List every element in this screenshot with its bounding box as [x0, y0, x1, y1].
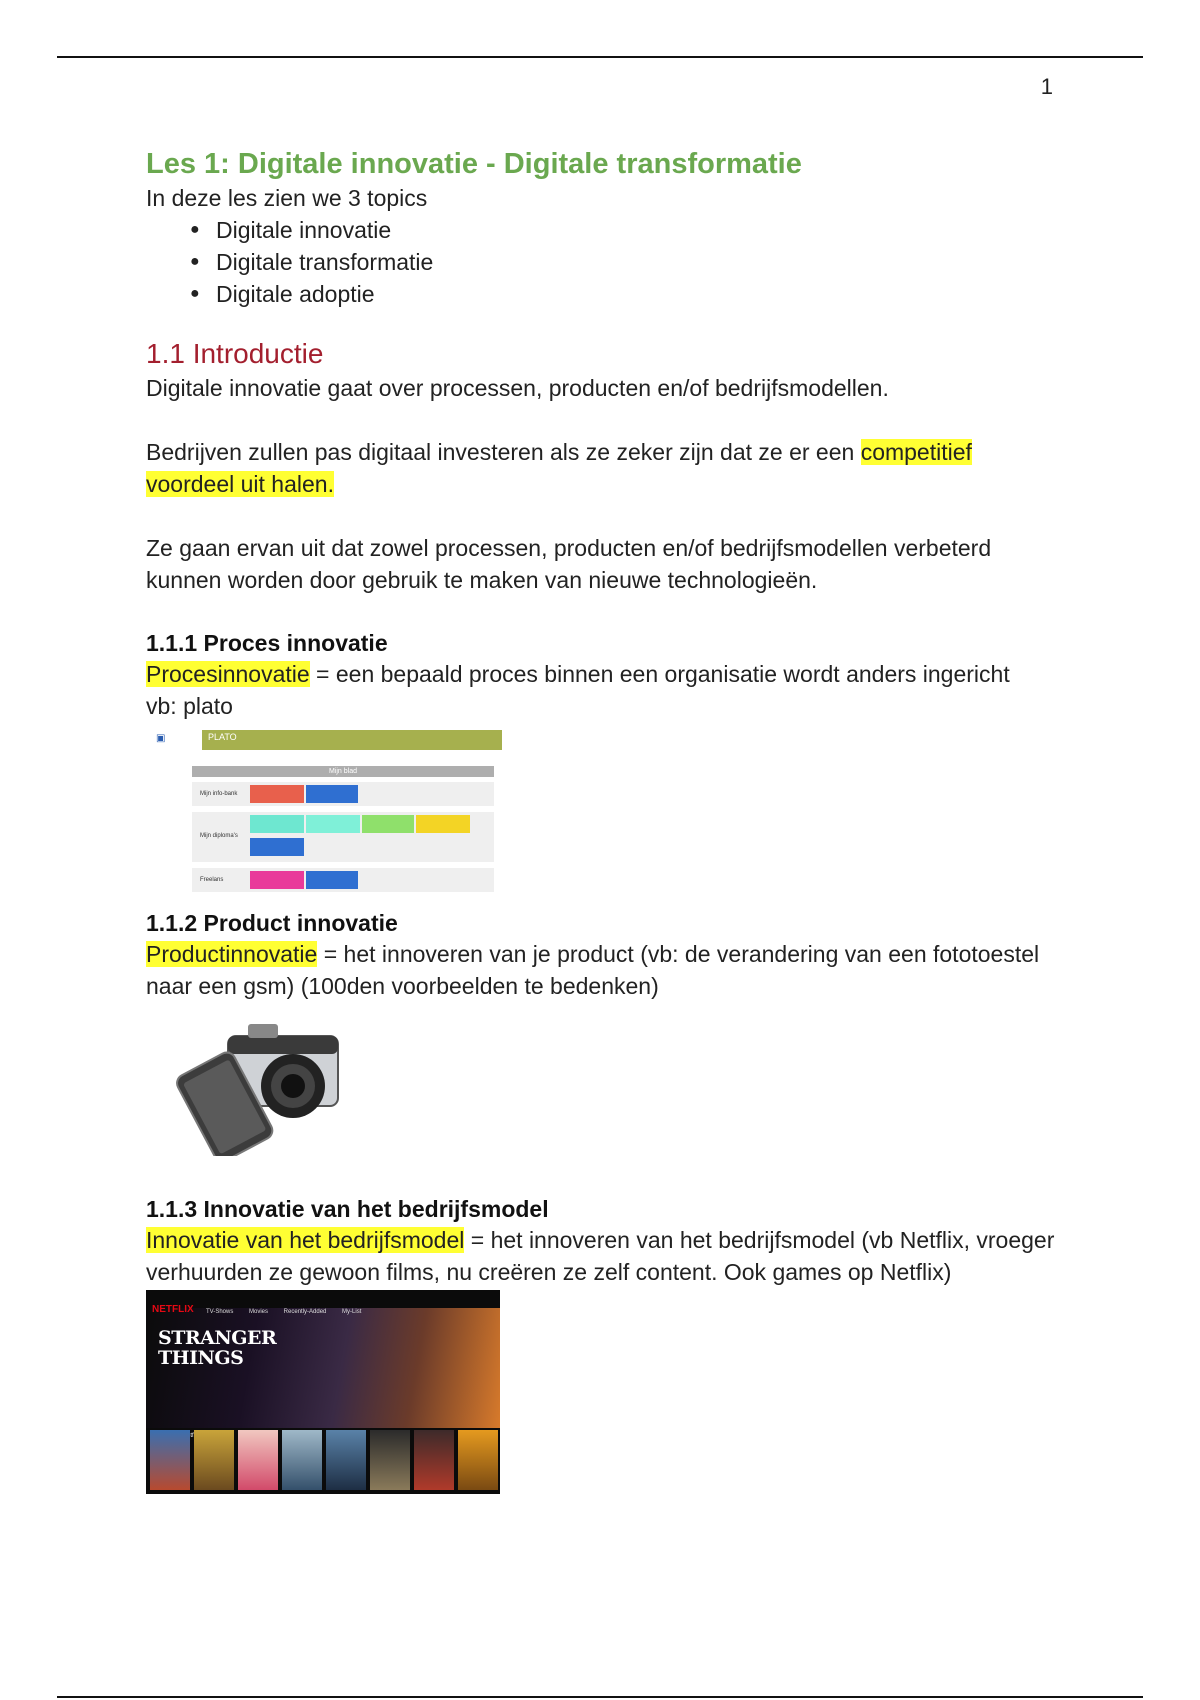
tile [250, 871, 304, 889]
row-title: Netflix [182, 1433, 200, 1439]
tile [250, 785, 304, 803]
paragraph: Innovatie van het bedrijfsmodel = het innoveren van het bedrijfsmodel (vb Netflix, vroeger verhuurden ze gewoon films, nu creëren ze zelf content. Ook games op Netflix) [146, 1227, 1055, 1285]
poster [282, 1430, 322, 1490]
plato-header-bar: PLATO [202, 730, 502, 750]
tile [250, 838, 304, 856]
poster [326, 1430, 366, 1490]
plato-row: Mijn diploma's [192, 812, 494, 862]
paragraph: Procesinnovatie = een bepaald proces binnen een organisatie wordt anders ingericht [146, 661, 1010, 687]
paragraph: Bedrijven zullen pas digitaal investeren als ze zeker zijn dat ze er een competitief voordeel uit halen. [146, 439, 972, 497]
document-title: Les 1: Digitale innovatie - Digitale transformatie [146, 148, 802, 180]
netflix-nav: TV-Shows Movies Recently-Added My-List [206, 1309, 362, 1315]
tile [416, 815, 470, 833]
list-item: ● Digitale transformatie [190, 246, 1066, 278]
paragraph: vb: plato [146, 693, 233, 719]
paragraph: Digitale innovatie gaat over processen, producten en/of bedrijfsmodellen. [146, 375, 889, 401]
highlight: Innovatie van het bedrijfsmodel [146, 1227, 465, 1253]
tile [362, 815, 414, 833]
plato-section-header: Mijn blad [192, 766, 494, 777]
plato-row: Freelans [192, 868, 494, 892]
plato-row: Mijn info-bank [192, 782, 494, 806]
poster [238, 1430, 278, 1490]
tile [306, 785, 358, 803]
highlight: Procesinnovatie [146, 661, 310, 687]
document-body [146, 146, 1066, 1494]
university-logo-icon: ▣ [156, 733, 166, 744]
subsection-heading-proces: 1.1.1 Proces innovatie [146, 630, 388, 656]
tile [250, 815, 304, 833]
poster [414, 1430, 454, 1490]
paragraph: Productinnovatie = het innoveren van je product (vb: de verandering van een fototoestel naar een gsm) (100den voorbeelden te bedenken) [146, 941, 1040, 999]
header-rule [57, 56, 1143, 58]
intro-text: In deze les zien we 3 topics [146, 185, 428, 211]
subsection-heading-bedrijfsmodel: 1.1.3 Innovatie van het bedrijfsmodel [146, 1196, 549, 1222]
show-title: STRANGER THINGS [158, 1327, 277, 1369]
tile [306, 815, 360, 833]
subsection-heading-product: 1.1.2 Product innovatie [146, 910, 398, 936]
paragraph: Ze gaan ervan uit dat zowel processen, producten en/of bedrijfsmodellen verbeterd kunnen worden door gebruik te maken van nieuwe technologieën. [146, 535, 992, 593]
poster [150, 1430, 190, 1490]
camera-smartphone-image [168, 1016, 348, 1156]
tile [306, 871, 358, 889]
list-item: ● Digitale innovatie [190, 214, 1066, 246]
netflix-logo: NETFLIX [152, 1304, 194, 1315]
topics-list [146, 214, 1066, 310]
footer-rule [57, 1696, 1143, 1698]
list-item: ● Digitale adoptie [190, 278, 1066, 310]
highlight: competitief voordeel uit halen. [146, 439, 972, 497]
page-number: 1 [1040, 74, 1053, 99]
highlight: Productinnovatie [146, 941, 318, 967]
plato-screenshot-image [150, 726, 506, 896]
netflix-screenshot-image [146, 1290, 500, 1494]
poster [370, 1430, 410, 1490]
poster [194, 1430, 234, 1490]
section-heading-introductie: 1.1 Introductie [146, 338, 324, 369]
poster [458, 1430, 498, 1490]
